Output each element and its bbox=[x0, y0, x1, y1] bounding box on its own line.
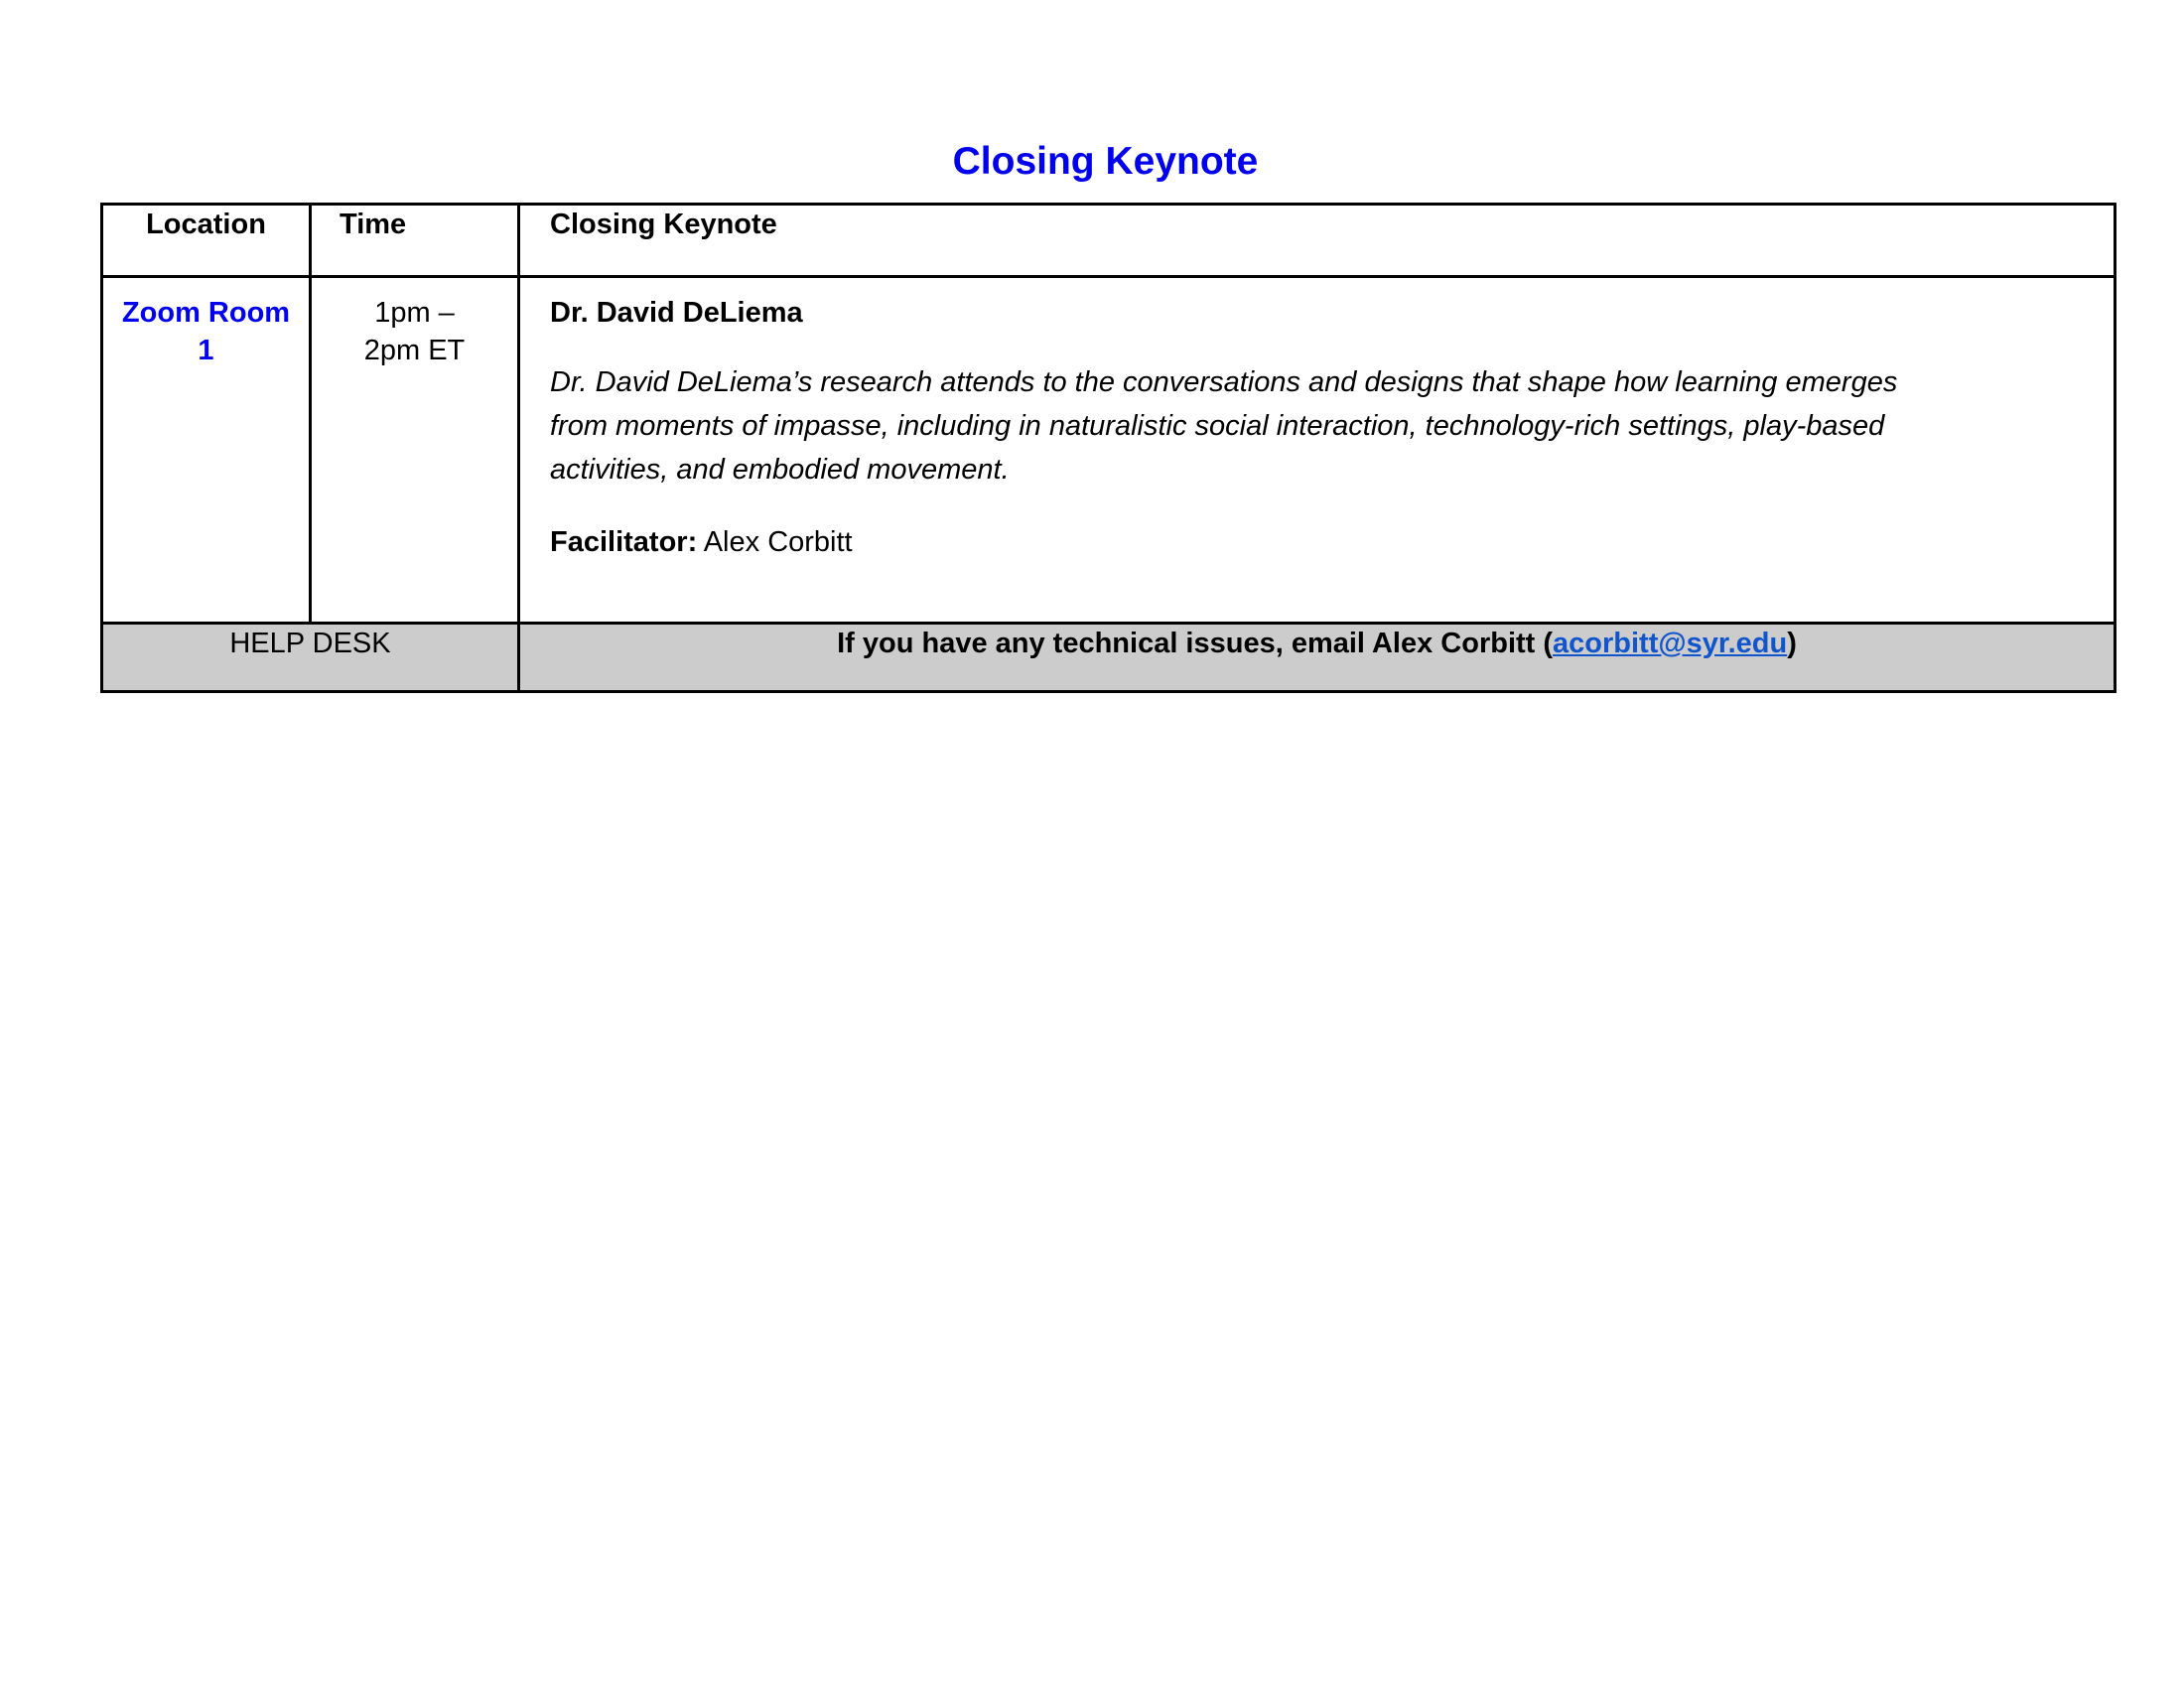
header-session: Closing Keynote bbox=[519, 205, 2116, 277]
facilitator-label: Facilitator: bbox=[550, 526, 698, 558]
help-desk-message bbox=[519, 624, 2116, 692]
schedule-table bbox=[100, 203, 2116, 693]
facilitator-name: Alex Corbitt bbox=[703, 526, 853, 558]
help-desk-message-prefix: If you have any technical issues, email Alex Corbitt ( bbox=[837, 628, 1554, 659]
time-start: 1pm – bbox=[374, 297, 455, 329]
page-title: Closing Keynote bbox=[952, 140, 1259, 183]
speaker-bio: Dr. David DeLiema’s research attends to the conversations and designs that shape how learning emerges from moments of impasse, including in naturalistic social interaction, technology-rich settings, play-based activities, and embodied movement. bbox=[550, 366, 1898, 486]
time-end: 2pm ET bbox=[363, 335, 466, 366]
help-desk-label: HELP DESK bbox=[102, 624, 519, 692]
facilitator-line bbox=[550, 523, 1955, 561]
header-time: Time bbox=[311, 205, 519, 277]
help-desk-row bbox=[102, 624, 2116, 692]
header-location: Location bbox=[102, 205, 311, 277]
time-cell bbox=[311, 277, 519, 624]
help-desk-message-suffix: ) bbox=[1787, 628, 1797, 659]
location-room-number: 1 bbox=[198, 335, 214, 366]
location-room-name: Zoom Room bbox=[121, 297, 291, 329]
location-cell bbox=[102, 277, 311, 624]
help-desk-email-link[interactable]: acorbitt@syr.edu bbox=[1553, 628, 1788, 659]
table-header-row bbox=[102, 205, 2116, 277]
speaker-name: Dr. David DeLiema bbox=[550, 297, 803, 329]
session-description-cell bbox=[519, 277, 2116, 624]
table-row bbox=[102, 277, 2116, 624]
